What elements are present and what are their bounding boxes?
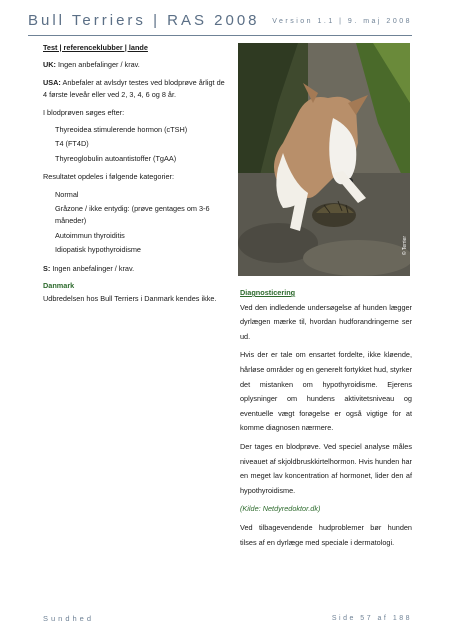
photo-credit: © Terrier xyxy=(402,236,408,256)
diagnosis-heading: Diagnosticering xyxy=(240,288,296,297)
uk-label: UK: xyxy=(43,60,56,70)
puppy-photo xyxy=(238,43,410,276)
s-text: Ingen anbefalinger / krav. xyxy=(50,263,135,273)
closing-paragraph: Ved tilbagevendende hudproblemer bør hunden tilses af en dyrlæge med speciale i dermatologi. xyxy=(240,522,412,547)
result-item: Autoimmun thyroiditis xyxy=(55,230,125,240)
blood-item: Thyreoglobulin autoantistoffer (TgAA) xyxy=(55,153,177,163)
diagnosis-paragraph: Ved den indledende undersøgelse af hunden lægger dyrlægen mærke til, hvordan hudforandringerne ser ud. xyxy=(240,302,412,341)
result-list xyxy=(43,189,227,257)
result-item: Gråzone / ikke entydig: (prøve gentages om 3-6 måneder) xyxy=(55,204,210,226)
usa-paragraph xyxy=(43,77,227,102)
s-label: S: xyxy=(43,263,51,273)
right-column xyxy=(240,286,412,554)
section-heading: Test | referenceklubber | lande xyxy=(43,43,148,52)
result-item: Normal xyxy=(55,189,79,199)
left-column xyxy=(43,42,227,310)
header-divider xyxy=(28,35,412,36)
blood-intro: I blodprøven søges efter: xyxy=(43,107,125,117)
result-item: Idiopatisk hypothyroidisme xyxy=(55,245,141,255)
blood-item: T4 (FT4D) xyxy=(55,139,89,149)
document-version: Version 1.1 | 9. maj 2008 xyxy=(272,18,412,25)
source-citation: (Kilde: Netdyredoktor.dk) xyxy=(240,504,321,514)
usa-text: Anbefaler at avlsdyr testes ved blodprøve årligt de 4 første leveår eller ved 2, 3, 4, 6 og 8 år. xyxy=(43,77,225,100)
footer-section: Sundhed xyxy=(43,614,95,623)
s-paragraph xyxy=(43,263,227,275)
page-number: Side 57 af 188 xyxy=(331,615,412,622)
uk-paragraph xyxy=(43,59,227,71)
uk-text: Ingen anbefalinger / krav. xyxy=(55,60,140,70)
diagnosis-paragraph: Hvis der er tale om ensartet fordelte, ikke kløende, hårløse områder og en generelt fortykket hud, styrker det mistanken om hypothyroidisme. Ejerens oplysninger om hundens aktivitetsniveau og eventuelle vægt forøgelse er også vigtige for at komme diagnosen nærmere. xyxy=(240,350,412,433)
results-intro: Resultatet opdeles i følgende kategorier: xyxy=(43,172,175,182)
denmark-text: Udbredelsen hos Bull Terriers i Danmark kendes ikke. xyxy=(43,293,217,303)
denmark-heading: Danmark xyxy=(43,281,75,291)
diagnosis-paragraph: Der tages en blodprøve. Ved speciel analyse måles niveauet af skjoldbruskkirtelhormon. Hvis hunden har en meget lav koncentration af hormonet, lider den af hypothyroidisme. xyxy=(240,441,412,495)
usa-label: USA: xyxy=(43,77,61,87)
document-title: Bull Terriers | RAS 2008 xyxy=(28,12,260,29)
blood-item: Thyreoidea stimulerende hormon (cTSH) xyxy=(55,125,188,135)
blood-list xyxy=(43,124,227,165)
